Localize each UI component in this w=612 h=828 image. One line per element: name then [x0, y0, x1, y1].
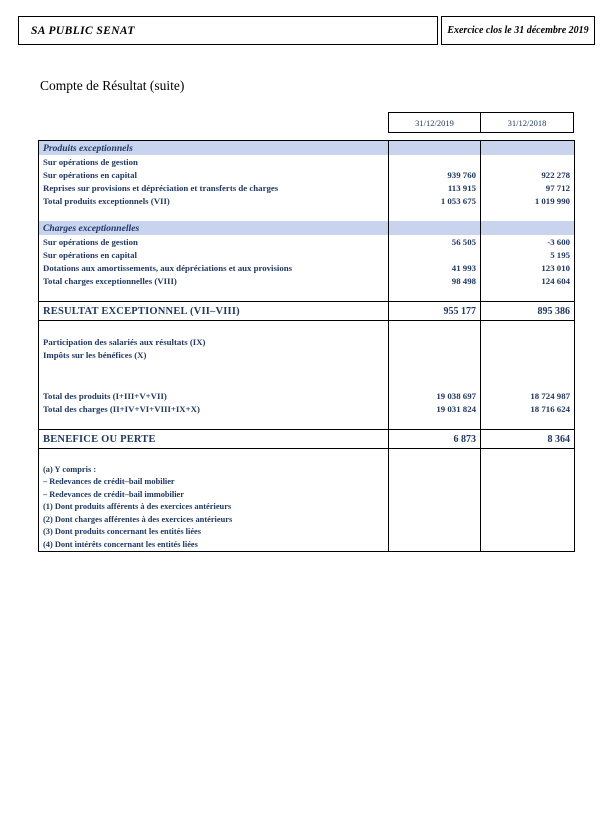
- value-2018: [480, 415, 574, 429]
- value-2018: [480, 207, 574, 221]
- table-row: [39, 181, 574, 194]
- table-row: [39, 361, 574, 375]
- value-2018: [480, 538, 574, 551]
- company-name-box: [18, 16, 438, 45]
- table-row: [39, 301, 574, 321]
- value-2018: 8 364: [480, 430, 574, 448]
- value-2018: 124 604: [480, 274, 574, 287]
- value-2019: [388, 538, 480, 551]
- table-row: [39, 415, 574, 429]
- value-2019: 6 873: [388, 430, 480, 448]
- value-2018: [480, 463, 574, 476]
- row-label: Dotations aux amortissements, aux dépréciations et aux provisions: [43, 262, 293, 273]
- value-2019: 19 031 824: [388, 402, 480, 415]
- table-row: [39, 321, 574, 335]
- value-2019: [388, 221, 480, 235]
- row-label: Sur opérations de gestion: [43, 156, 138, 167]
- column-header-2019: 31/12/2019: [388, 112, 481, 133]
- exercise-period-label: Exercice clos le 31 décembre 2019: [447, 25, 589, 36]
- table-row: [39, 476, 574, 489]
- value-2018: [480, 449, 574, 463]
- value-2018: 922 278: [480, 168, 574, 181]
- table-row: [39, 501, 574, 514]
- row-label: (a) Y compris :: [43, 464, 97, 474]
- table-row: [39, 248, 574, 261]
- table-row: [39, 513, 574, 526]
- value-2019: [388, 141, 480, 155]
- table-row: [39, 155, 574, 168]
- value-2019: [388, 526, 480, 539]
- results-table: [38, 140, 575, 552]
- row-label: Participation des salariés aux résultats (IX): [43, 336, 206, 347]
- value-2018: [480, 287, 574, 301]
- table-row: [39, 389, 574, 402]
- value-2019: [388, 476, 480, 489]
- row-label: [39, 207, 388, 221]
- row-label: [39, 361, 388, 375]
- table-row: [39, 348, 574, 361]
- value-2018: 123 010: [480, 261, 574, 274]
- value-2018: [480, 375, 574, 389]
- table-row: [39, 463, 574, 476]
- value-2019: [388, 513, 480, 526]
- table-row: [39, 335, 574, 348]
- exercise-period-box: [441, 16, 595, 45]
- table-row: [39, 402, 574, 415]
- row-label: [39, 449, 388, 463]
- value-2019: [388, 463, 480, 476]
- table-row: [39, 488, 574, 501]
- value-2019: [388, 348, 480, 361]
- value-2019: [388, 248, 480, 261]
- row-label: Total des produits (I+III+V+VII): [43, 390, 167, 401]
- row-label: BENEFICE OU PERTE: [43, 433, 156, 445]
- value-2019: [388, 335, 480, 348]
- value-2019: [388, 207, 480, 221]
- row-label: Produits exceptionnels: [43, 142, 133, 154]
- column-header-2018: 31/12/2018: [480, 112, 574, 133]
- value-2018: [480, 141, 574, 155]
- value-2019: 19 038 697: [388, 389, 480, 402]
- table-row: [39, 274, 574, 287]
- value-2018: [480, 488, 574, 501]
- table-row: [39, 526, 574, 539]
- value-2019: 41 993: [388, 261, 480, 274]
- table-body: [39, 141, 574, 551]
- company-name: SA PUBLIC SENAT: [31, 24, 135, 37]
- value-2019: [388, 361, 480, 375]
- row-label: Total des charges (II+IV+VI+VIII+IX+X): [43, 403, 200, 414]
- value-2018: [480, 501, 574, 514]
- table-row: [39, 375, 574, 389]
- row-label: Sur opérations en capital: [43, 249, 137, 260]
- value-2018: 18 716 624: [480, 402, 574, 415]
- value-2018: [480, 335, 574, 348]
- table-row: [39, 235, 574, 248]
- row-label: Sur opérations de gestion: [43, 236, 138, 247]
- value-2019: 1 053 675: [388, 194, 480, 207]
- value-2019: [388, 287, 480, 301]
- row-label: Sur opérations en capital: [43, 169, 137, 180]
- value-2018: [480, 476, 574, 489]
- value-2019: [388, 501, 480, 514]
- row-label: (3) Dont produits concernant les entités liées: [43, 527, 202, 537]
- value-2018: 18 724 987: [480, 389, 574, 402]
- document-title: Compte de Résultat (suite): [40, 78, 185, 93]
- row-label: [39, 287, 388, 301]
- column-headers: [388, 112, 574, 133]
- value-2018: [480, 348, 574, 361]
- value-2018: [480, 361, 574, 375]
- row-label: Total produits exceptionnels (VII): [43, 195, 170, 206]
- value-2018: -3 600: [480, 235, 574, 248]
- value-2019: 113 915: [388, 181, 480, 194]
- value-2019: [388, 321, 480, 335]
- row-label: RESULTAT EXCEPTIONNEL (VII–VIII): [43, 305, 240, 317]
- value-2018: 895 386: [480, 302, 574, 320]
- row-label: [39, 375, 388, 389]
- row-label: (2) Dont charges afférentes à des exercices antérieurs: [43, 514, 233, 524]
- value-2018: [480, 526, 574, 539]
- value-2018: 97 712: [480, 181, 574, 194]
- row-label: (1) Dont produits afférents à des exercices antérieurs: [43, 502, 232, 512]
- table-row: [39, 261, 574, 274]
- value-2019: [388, 155, 480, 168]
- value-2018: [480, 321, 574, 335]
- value-2019: [388, 415, 480, 429]
- value-2019: 955 177: [388, 302, 480, 320]
- value-2019: 939 760: [388, 168, 480, 181]
- row-label: Reprises sur provisions et dépréciation et transferts de charges: [43, 182, 279, 193]
- row-label: Total charges exceptionnelles (VIII): [43, 275, 177, 286]
- page-header: [18, 16, 595, 45]
- table-row: [39, 221, 574, 235]
- table-row: [39, 429, 574, 449]
- table-row: [39, 141, 574, 155]
- table-row: [39, 194, 574, 207]
- value-2019: [388, 488, 480, 501]
- table-row: [39, 538, 574, 551]
- value-2019: [388, 375, 480, 389]
- value-2018: 5 195: [480, 248, 574, 261]
- row-label: Charges exceptionnelles: [43, 222, 140, 234]
- row-label: Impôts sur les bénéfices (X): [43, 349, 147, 360]
- row-label: [39, 321, 388, 335]
- value-2019: 56 505: [388, 235, 480, 248]
- row-label: (4) Dont intérêts concernant les entités liées: [43, 539, 198, 549]
- row-label: [39, 415, 388, 429]
- value-2019: 98 498: [388, 274, 480, 287]
- row-label: – Redevances de crédit–bail mobilier: [43, 477, 175, 487]
- table-row: [39, 449, 574, 463]
- table-row: [39, 168, 574, 181]
- value-2018: 1 019 990: [480, 194, 574, 207]
- table-row: [39, 207, 574, 221]
- value-2018: [480, 513, 574, 526]
- value-2018: [480, 155, 574, 168]
- row-label: – Redevances de crédit–bail immobilier: [43, 489, 184, 499]
- value-2018: [480, 221, 574, 235]
- table-row: [39, 287, 574, 301]
- value-2019: [388, 449, 480, 463]
